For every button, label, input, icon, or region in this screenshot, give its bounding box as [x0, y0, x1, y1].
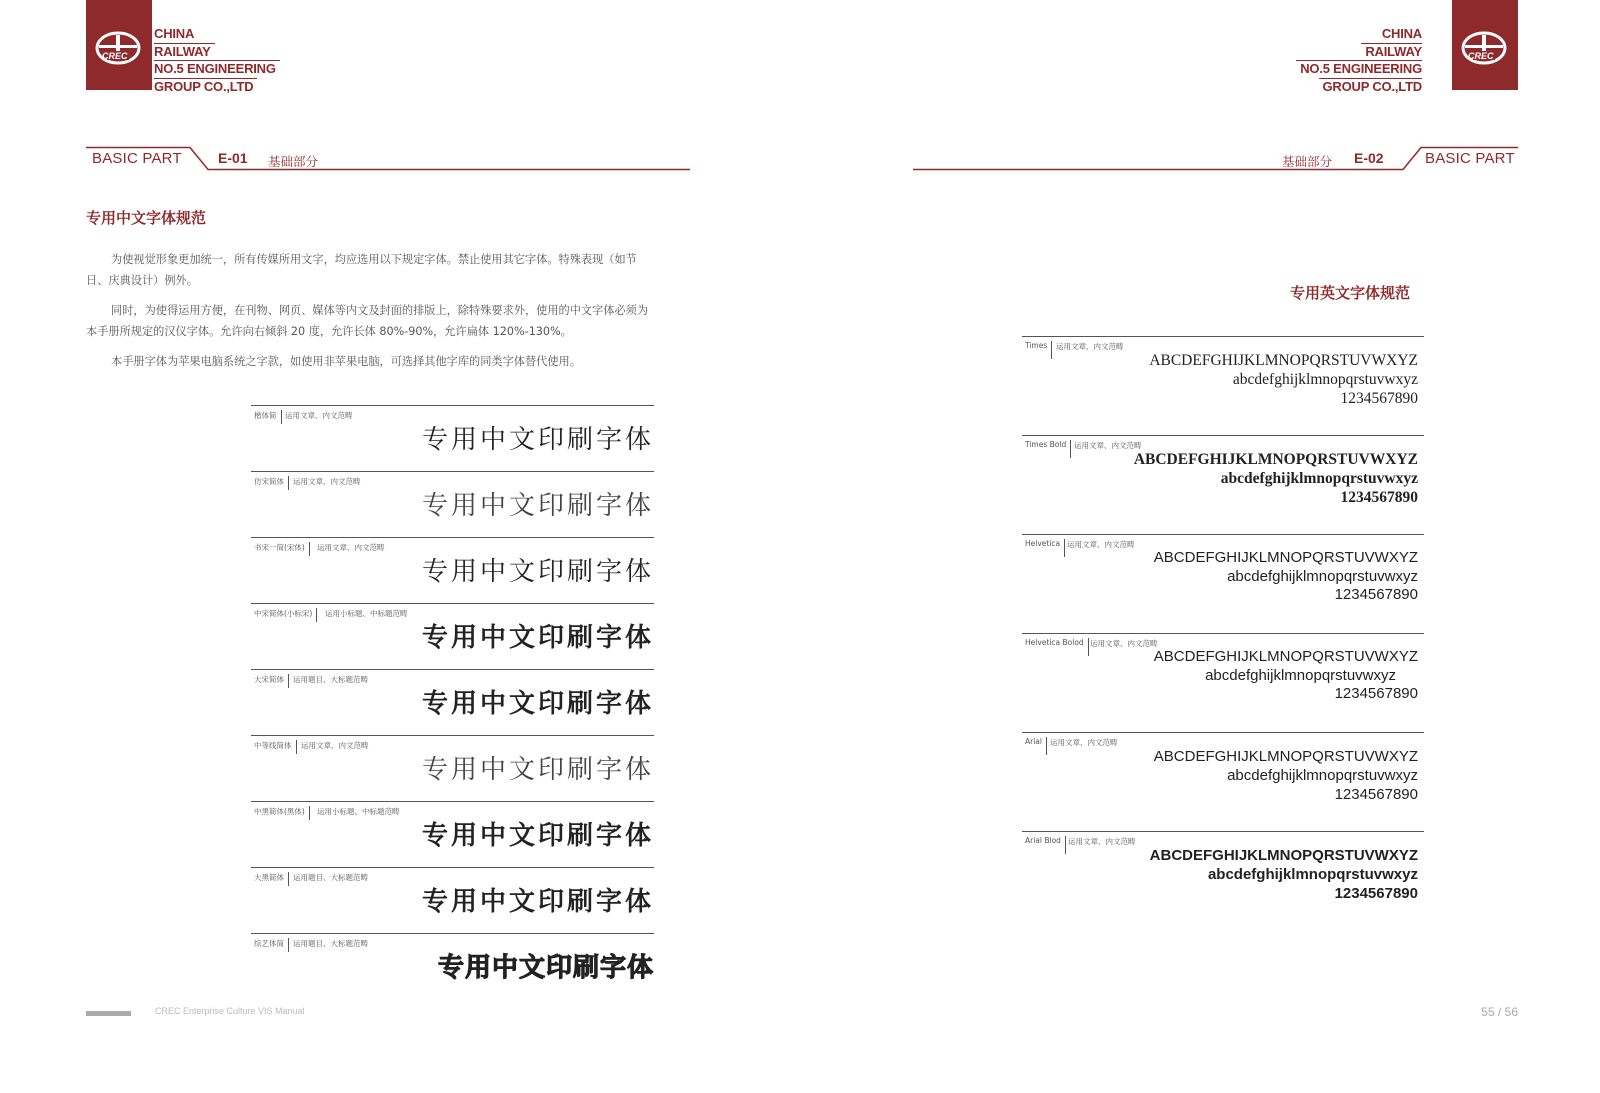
sample-digits: 1234567890 [1334, 685, 1418, 702]
header-section-code: E-02 [1354, 150, 1384, 166]
font-usage: 运用题目、大标题范畴 [293, 675, 368, 684]
font-name: 楷体简 [254, 410, 282, 424]
font-usage: 运用文章、内文范畴 [1074, 441, 1142, 450]
logo-emblem-block [86, 0, 152, 90]
logo-line-railway: RAILWAY [1361, 43, 1422, 61]
font-sample [1154, 549, 1418, 605]
cn-section-title: 专用中文字体规范 [86, 209, 207, 227]
font-sample: 专用中文印刷字体 [437, 953, 654, 983]
sample-lowercase: abcdefghijklmnopqrstuvwxyz [1205, 666, 1396, 684]
font-usage: 运用题目、大标题范畴 [293, 939, 368, 948]
sample-uppercase: ABCDEFGHIJKLMNOPQRSTUVWXYZ [1149, 847, 1418, 864]
header-en-label: BASIC PART [92, 150, 182, 167]
font-name: Times [1025, 341, 1052, 359]
logo-line-engineering: NO.5 ENGINEERING [1296, 60, 1422, 78]
footer-bar [86, 1011, 131, 1016]
font-usage: 运用文章、内文范畴 [285, 411, 353, 420]
sample-digits: 1234567890 [1340, 390, 1418, 407]
logo-wordmark [1296, 26, 1422, 95]
font-sample: 专用中文印刷字体 [421, 557, 654, 587]
font-name: Arial Blod [1025, 836, 1066, 854]
en-section-title: 专用英文字体规范 [1290, 284, 1411, 302]
header-cn-label: 基础部分 [268, 155, 319, 169]
font-name: 书宋一简(宋体) [254, 542, 310, 556]
font-usage: 运用文章、内文范畴 [293, 477, 361, 486]
sample-digits: 1234567890 [1334, 885, 1418, 902]
font-sample [1150, 846, 1418, 903]
font-usage: 运用题目、大标题范畴 [293, 873, 368, 882]
font-name: 大黑简体 [254, 872, 289, 886]
font-name: 大宋简体 [254, 674, 289, 688]
font-sample: 专用中文印刷字体 [421, 755, 654, 785]
font-usage: 运用文章、内文范畴 [301, 741, 369, 750]
logo-line-railway: RAILWAY [154, 43, 215, 61]
font-name: Helvetica Bolod [1025, 638, 1089, 656]
logo-line-china: CHINA [1381, 26, 1422, 41]
cn-font-row [251, 537, 654, 598]
en-font-row [1022, 633, 1424, 726]
page-number: 55 / 56 [1481, 1005, 1518, 1019]
cn-font-row [251, 603, 654, 664]
intro-paragraph-1: 为使视觉形象更加统一，所有传媒所用文字，均应选用以下规定字体。禁止使用其它字体。特殊表现（如节日、庆典设计）例外。 [86, 253, 637, 287]
en-font-row [1022, 831, 1424, 924]
intro-paragraph-2: 同时，为使得运用方便，在刊物、网页、媒体等内文及封面的排版上，除特殊要求外，使用的中文字体必须为本手册所规定的汉仪字体。允许向右倾斜 20 度，允许长体 80%-90%，允许扁体 120%-130%。 [86, 304, 649, 338]
en-font-row [1022, 732, 1424, 825]
font-usage: 运用文章、内文范畴 [1090, 639, 1158, 648]
font-sample: 专用中文印刷字体 [421, 887, 654, 917]
cn-font-row [251, 735, 654, 796]
font-sample: 专用中文印刷字体 [421, 821, 654, 851]
font-name: 综艺体简 [254, 938, 289, 952]
logo-emblem-text: CREC [1468, 51, 1494, 61]
cn-font-row [251, 801, 654, 862]
font-usage: 运用文章、内文范畴 [1050, 738, 1118, 747]
font-sample [1134, 450, 1418, 507]
font-usage: 运用文章、内文范畴 [1056, 342, 1124, 351]
cn-font-row [251, 405, 654, 466]
sample-lowercase: abcdefghijklmnopqrstuvwxyz [1232, 371, 1418, 388]
sample-uppercase: ABCDEFGHIJKLMNOPQRSTUVWXYZ [1133, 451, 1418, 468]
font-name: Helvetica [1025, 539, 1065, 557]
logo-wordmark [154, 26, 280, 95]
sample-digits: 1234567890 [1334, 586, 1418, 603]
sample-uppercase: ABCDEFGHIJKLMNOPQRSTUVWXYZ [1153, 748, 1418, 765]
font-sample [1154, 747, 1418, 804]
font-sample [1118, 648, 1418, 704]
logo-line-engineering: NO.5 ENGINEERING [154, 60, 280, 78]
sample-uppercase: ABCDEFGHIJKLMNOPQRSTUVWXYZ [1153, 549, 1418, 566]
font-usage: 运用小标题、中标题范畴 [325, 609, 408, 618]
cn-font-row [251, 669, 654, 730]
sample-lowercase: abcdefghijklmnopqrstuvwxyz [1220, 470, 1418, 487]
font-name: Arial [1025, 737, 1047, 755]
en-font-row [1022, 534, 1424, 627]
sample-digits: 1234567890 [1340, 489, 1418, 506]
sample-uppercase: ABCDEFGHIJKLMNOPQRSTUVWXYZ [1153, 648, 1418, 665]
header-en-label: BASIC PART [1425, 150, 1515, 167]
font-sample [1149, 351, 1418, 408]
font-name: 中宋简体(小标宋) [254, 608, 317, 622]
logo-emblem-text: CREC [102, 51, 128, 61]
logo-line-china: CHINA [154, 26, 195, 41]
header-section-code: E-01 [218, 150, 248, 166]
footer-manual-title: CREC Enterprise Culture VIS Manual [155, 1006, 305, 1016]
en-font-row [1022, 336, 1424, 429]
sample-lowercase: abcdefghijklmnopqrstuvwxyz [1227, 767, 1418, 784]
intro-paragraph-3: 本手册字体为苹果电脑系统之字款，如使用非苹果电脑，可选择其他字库的同类字体替代使用。 [111, 355, 581, 368]
header-cn-label: 基础部分 [1282, 155, 1333, 169]
font-usage: 运用文章、内文范畴 [317, 543, 385, 552]
font-usage: 运用文章、内文范畴 [1068, 837, 1136, 846]
sample-uppercase: ABCDEFGHIJKLMNOPQRSTUVWXYZ [1149, 352, 1418, 369]
font-name: 中黑简体(黑体) [254, 806, 310, 820]
sample-digits: 1234567890 [1334, 786, 1418, 803]
font-name: Times Bold [1025, 440, 1071, 458]
font-usage: 运用文章、内文范畴 [1067, 540, 1135, 549]
font-name: 中等线简体 [254, 740, 297, 754]
font-sample: 专用中文印刷字体 [421, 689, 654, 719]
logo-line-group: GROUP CO.,LTD [1319, 78, 1422, 96]
logo-line-group: GROUP CO.,LTD [154, 78, 257, 96]
font-sample: 专用中文印刷字体 [421, 623, 654, 653]
font-sample: 专用中文印刷字体 [421, 491, 654, 521]
font-name: 仿宋简体 [254, 476, 289, 490]
font-usage: 运用小标题、中标题范畴 [317, 807, 400, 816]
cn-font-row [251, 471, 654, 532]
logo-emblem-block [1452, 0, 1518, 90]
cn-font-row [251, 933, 654, 994]
font-sample: 专用中文印刷字体 [421, 425, 654, 455]
sample-lowercase: abcdefghijklmnopqrstuvwxyz [1207, 866, 1418, 883]
sample-lowercase: abcdefghijklmnopqrstuvwxyz [1227, 567, 1418, 585]
en-font-row [1022, 435, 1424, 528]
cn-font-row [251, 867, 654, 928]
